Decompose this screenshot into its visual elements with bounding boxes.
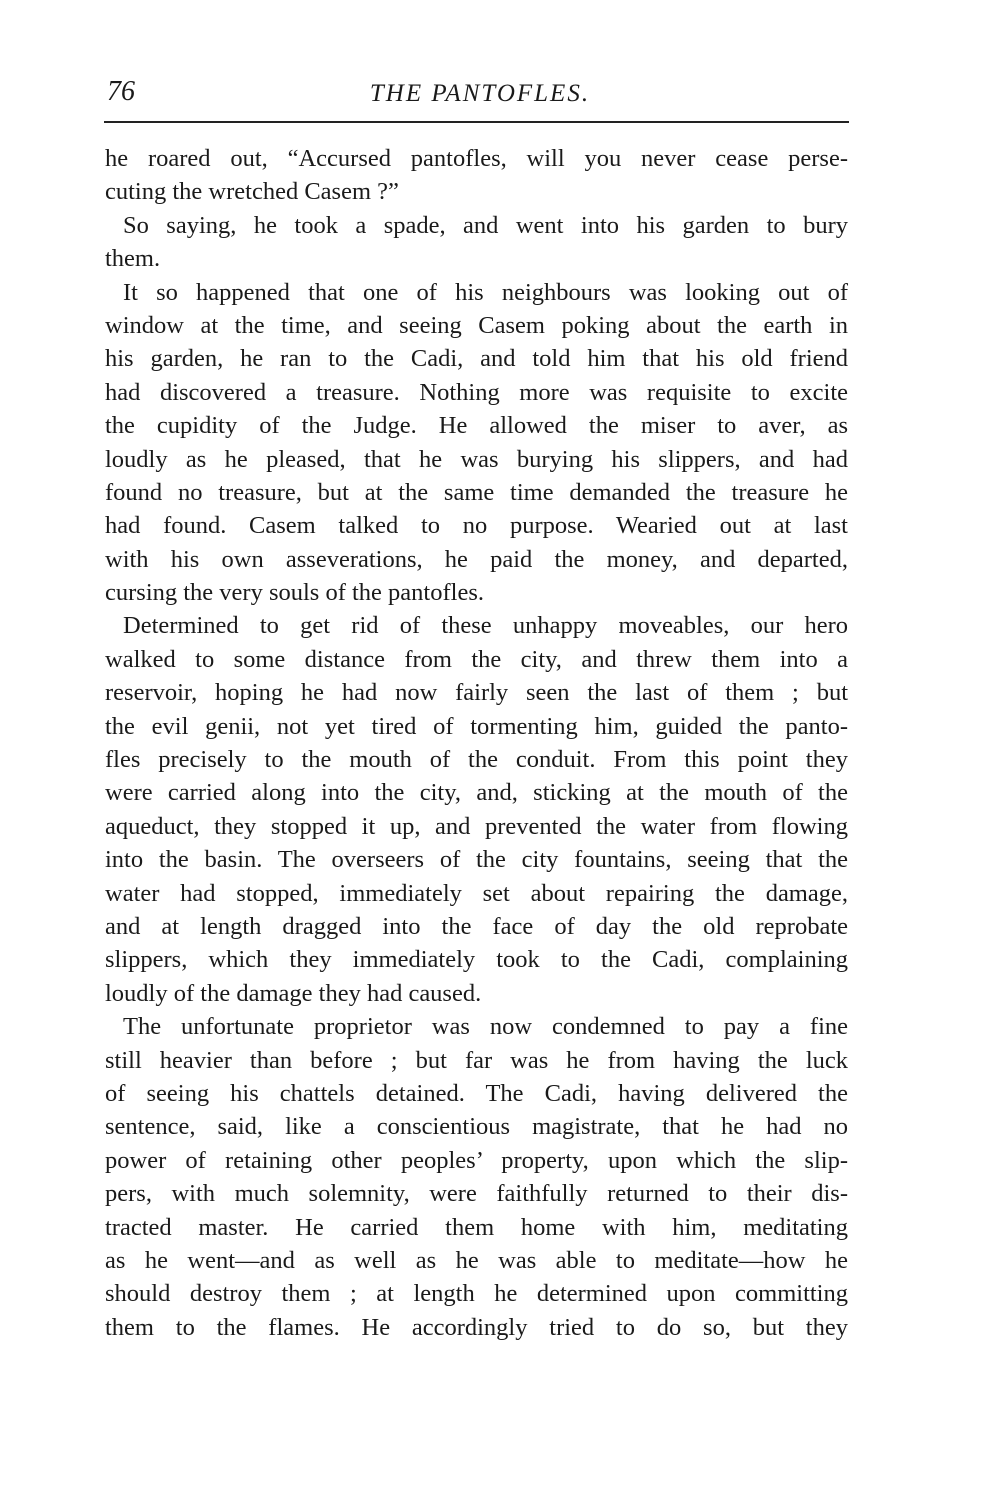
text-line: loudly as he pleased, that he was burying his slippers, and had <box>105 445 848 473</box>
text-line: water had stopped, immediately set about repairing the damage, <box>105 879 848 907</box>
text-line: So saying, he took a spade, and went into his garden to bury <box>123 211 848 239</box>
running-head: THE PANTOFLES. <box>369 80 591 107</box>
text-line: aqueduct, they stopped it up, and prevented the water from flowing <box>105 812 848 840</box>
text-line: tracted master. He carried them home with him, meditating <box>105 1213 848 1241</box>
text-line: them. <box>105 245 161 273</box>
text-line: should destroy them ; at length he determined upon committing <box>105 1280 848 1308</box>
text-line: them to the flames. He accordingly tried to do so, but they <box>105 1313 848 1341</box>
body-text <box>105 142 848 1344</box>
text-line: sentence, said, like a conscientious magistrate, that he had no <box>105 1113 848 1141</box>
text-line: into the basin. The overseers of the city fountains, seeing that the <box>105 846 848 874</box>
text-line: window at the time, and seeing Casem poking about the earth in <box>105 311 848 339</box>
text-line: his garden, he ran to the Cadi, and told him that his old friend <box>105 345 848 373</box>
text-line: pers, with much solemnity, were faithfully returned to their dis- <box>105 1180 848 1208</box>
text-line: the evil genii, not yet tired of tormenting him, guided the panto- <box>105 712 848 740</box>
text-line: and at length dragged into the face of day the old reprobate <box>105 912 848 940</box>
text-line: had found. Casem talked to no purpose. Wearied out at last <box>105 512 848 540</box>
text-line: Determined to get rid of these unhappy moveables, our hero <box>123 612 848 640</box>
text-line: as he went—and as well as he was able to meditate—how he <box>105 1246 848 1274</box>
text-line: walked to some distance from the city, and threw them into a <box>105 645 848 673</box>
page-number: 76 <box>107 76 135 107</box>
text-line: of seeing his chattels detained. The Cadi, having delivered the <box>105 1079 848 1107</box>
text-line: were carried along into the city, and, sticking at the mouth of the <box>105 779 848 807</box>
text-line: power of retaining other peoples’ property, upon which the slip- <box>105 1146 848 1174</box>
text-line: reservoir, hoping he had now fairly seen the last of them ; but <box>105 679 848 707</box>
text-line: he roared out, “Accursed pantofles, will you never cease perse- <box>105 145 848 172</box>
text-line: loudly of the damage they had caused. <box>105 979 482 1007</box>
text-line: had discovered a treasure. Nothing more was requisite to excite <box>105 378 848 406</box>
text-line: It so happened that one of his neighbours was looking out of <box>123 278 848 306</box>
text-line: The unfortunate proprietor was now condemned to pay a fine <box>123 1013 848 1041</box>
header-rule <box>104 121 849 123</box>
text-line: cursing the very souls of the pantofles. <box>105 579 484 607</box>
text-line: still heavier than before ; but far was he from having the luck <box>105 1046 848 1074</box>
text-line: fles precisely to the mouth of the conduit. From this point they <box>105 746 848 774</box>
text-line: slippers, which they immediately took to the Cadi, complaining <box>105 946 848 974</box>
text-line: the cupidity of the Judge. He allowed the miser to aver, as <box>105 412 848 440</box>
text-line: found no treasure, but at the same time demanded the treasure he <box>105 478 848 506</box>
text-line: cuting the wretched Casem ?” <box>105 178 399 206</box>
text-line: with his own asseverations, he paid the money, and departed, <box>105 545 848 573</box>
